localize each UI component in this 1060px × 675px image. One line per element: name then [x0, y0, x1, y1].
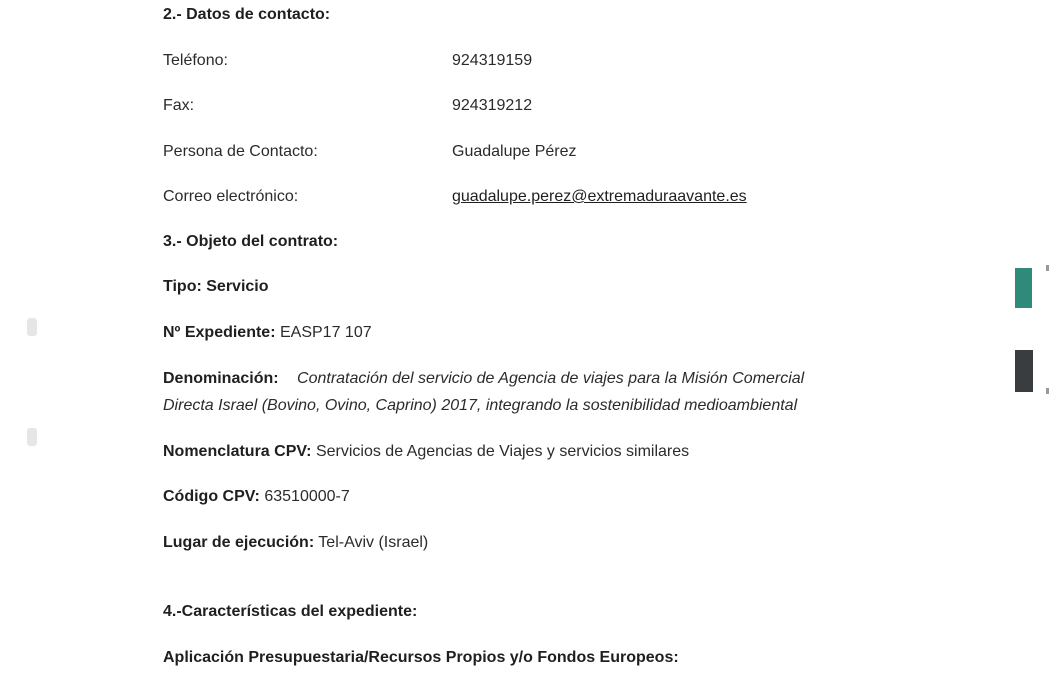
denominacion-text-2: Directa Israel (Bovino, Ovino, Caprino) 2017, integrando la sostenibilidad medioambiental	[163, 397, 798, 414]
phone-value: 924319159	[452, 52, 533, 69]
contact-person-value: Guadalupe Pérez	[452, 143, 577, 160]
denominacion-text-1: Contratación del servicio de Agencia de viajes para la Misión Comercial	[297, 370, 805, 387]
fax-label: Fax:	[163, 97, 195, 114]
fax-value: 924319212	[452, 97, 533, 114]
dark-edge-marker	[1015, 350, 1033, 392]
tipo-line: Tipo: Servicio	[163, 278, 269, 295]
phone-label: Teléfono:	[163, 52, 228, 69]
edge-tick	[1046, 265, 1049, 271]
section-2-heading: 2.- Datos de contacto:	[163, 6, 331, 23]
denominacion-line-1	[163, 369, 804, 389]
aplicacion-presupuestaria-line: Aplicación Presupuestaria/Recursos Propios y/o Fondos Europeos:	[163, 649, 679, 666]
green-edge-marker	[1015, 268, 1032, 308]
lugar-line	[163, 533, 428, 553]
expediente-line	[163, 323, 372, 343]
email-label: Correo electrónico:	[163, 188, 299, 205]
section-3-heading: 3.- Objeto del contrato:	[163, 233, 339, 250]
edge-tick	[1046, 388, 1049, 394]
cpv-nomenclatura-value: Servicios de Agencias de Viajes y servicios similares	[315, 443, 690, 460]
denominacion-label: Denominación:	[163, 370, 279, 387]
lugar-value: Tel-Aviv (Israel)	[318, 534, 429, 551]
section-4-heading: 4.-Características del expediente:	[163, 603, 418, 620]
cpv-codigo-line	[163, 487, 350, 507]
scan-smudge	[27, 318, 37, 336]
expediente-label: Nº Expediente:	[163, 324, 276, 341]
lugar-label: Lugar de ejecución:	[163, 534, 315, 551]
scan-smudge	[27, 428, 37, 446]
contact-person-label: Persona de Contacto:	[163, 143, 318, 160]
cpv-nomenclatura-line	[163, 442, 689, 462]
expediente-value: EASP17 107	[279, 324, 372, 341]
cpv-codigo-value: 63510000-7	[264, 488, 350, 505]
email-link[interactable]: guadalupe.perez@extremaduraavante.es	[452, 188, 747, 205]
cpv-nomenclatura-label: Nomenclatura CPV:	[163, 443, 312, 460]
cpv-codigo-label: Código CPV:	[163, 488, 260, 505]
